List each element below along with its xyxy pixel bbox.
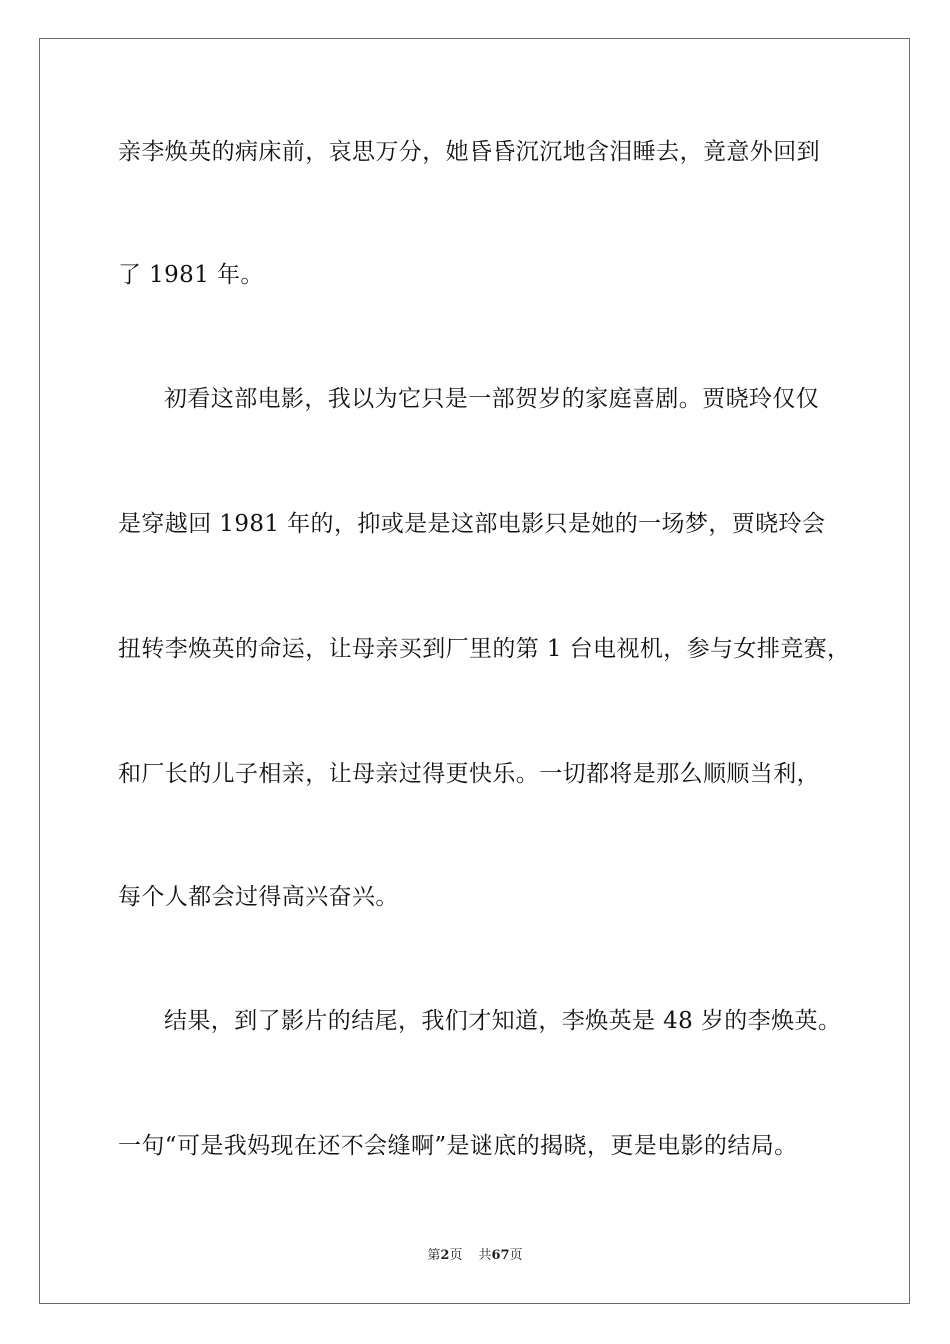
text-line-7: 每个人都会过得高兴奋兴。: [118, 884, 399, 910]
text-line-9: 一句“可是我妈现在还不会缝啊”是谜底的揭晓，更是电影的结局。: [118, 1133, 798, 1159]
total-suffix: 页: [509, 1248, 523, 1263]
page-suffix: 页: [449, 1248, 463, 1263]
page-number: 2: [440, 1248, 450, 1263]
text-line-3: 初看这部电影，我以为它只是一部贺岁的家庭喜剧。贾晓玲仅仅: [164, 386, 820, 412]
page-prefix: 第: [427, 1248, 441, 1263]
text-line-8: 结果，到了影片的结尾，我们才知道，李焕英是 48 岁的李焕英。: [164, 1008, 842, 1034]
total-prefix: 共: [478, 1248, 492, 1263]
text-line-6: 和厂长的儿子相亲，让母亲过得更快乐。一切都将是那么顺顺当利，: [118, 761, 820, 787]
text-line-2: 了 1981 年。: [118, 262, 264, 288]
total-pages: 67: [491, 1248, 510, 1263]
text-line-5: 扭转李焕英的命运，让母亲买到厂里的第 1 台电视机，参与女排竞赛，: [118, 636, 851, 662]
text-line-4: 是穿越回 1981 年的，抑或是是这部电影只是她的一场梦，贾晓玲会: [118, 511, 826, 537]
page-border: [39, 38, 910, 1304]
text-line-1: 亲李焕英的病床前，哀思万分，她昏昏沉沉地含泪睡去，竟意外回到: [118, 139, 820, 165]
page-footer: [0, 1247, 950, 1265]
